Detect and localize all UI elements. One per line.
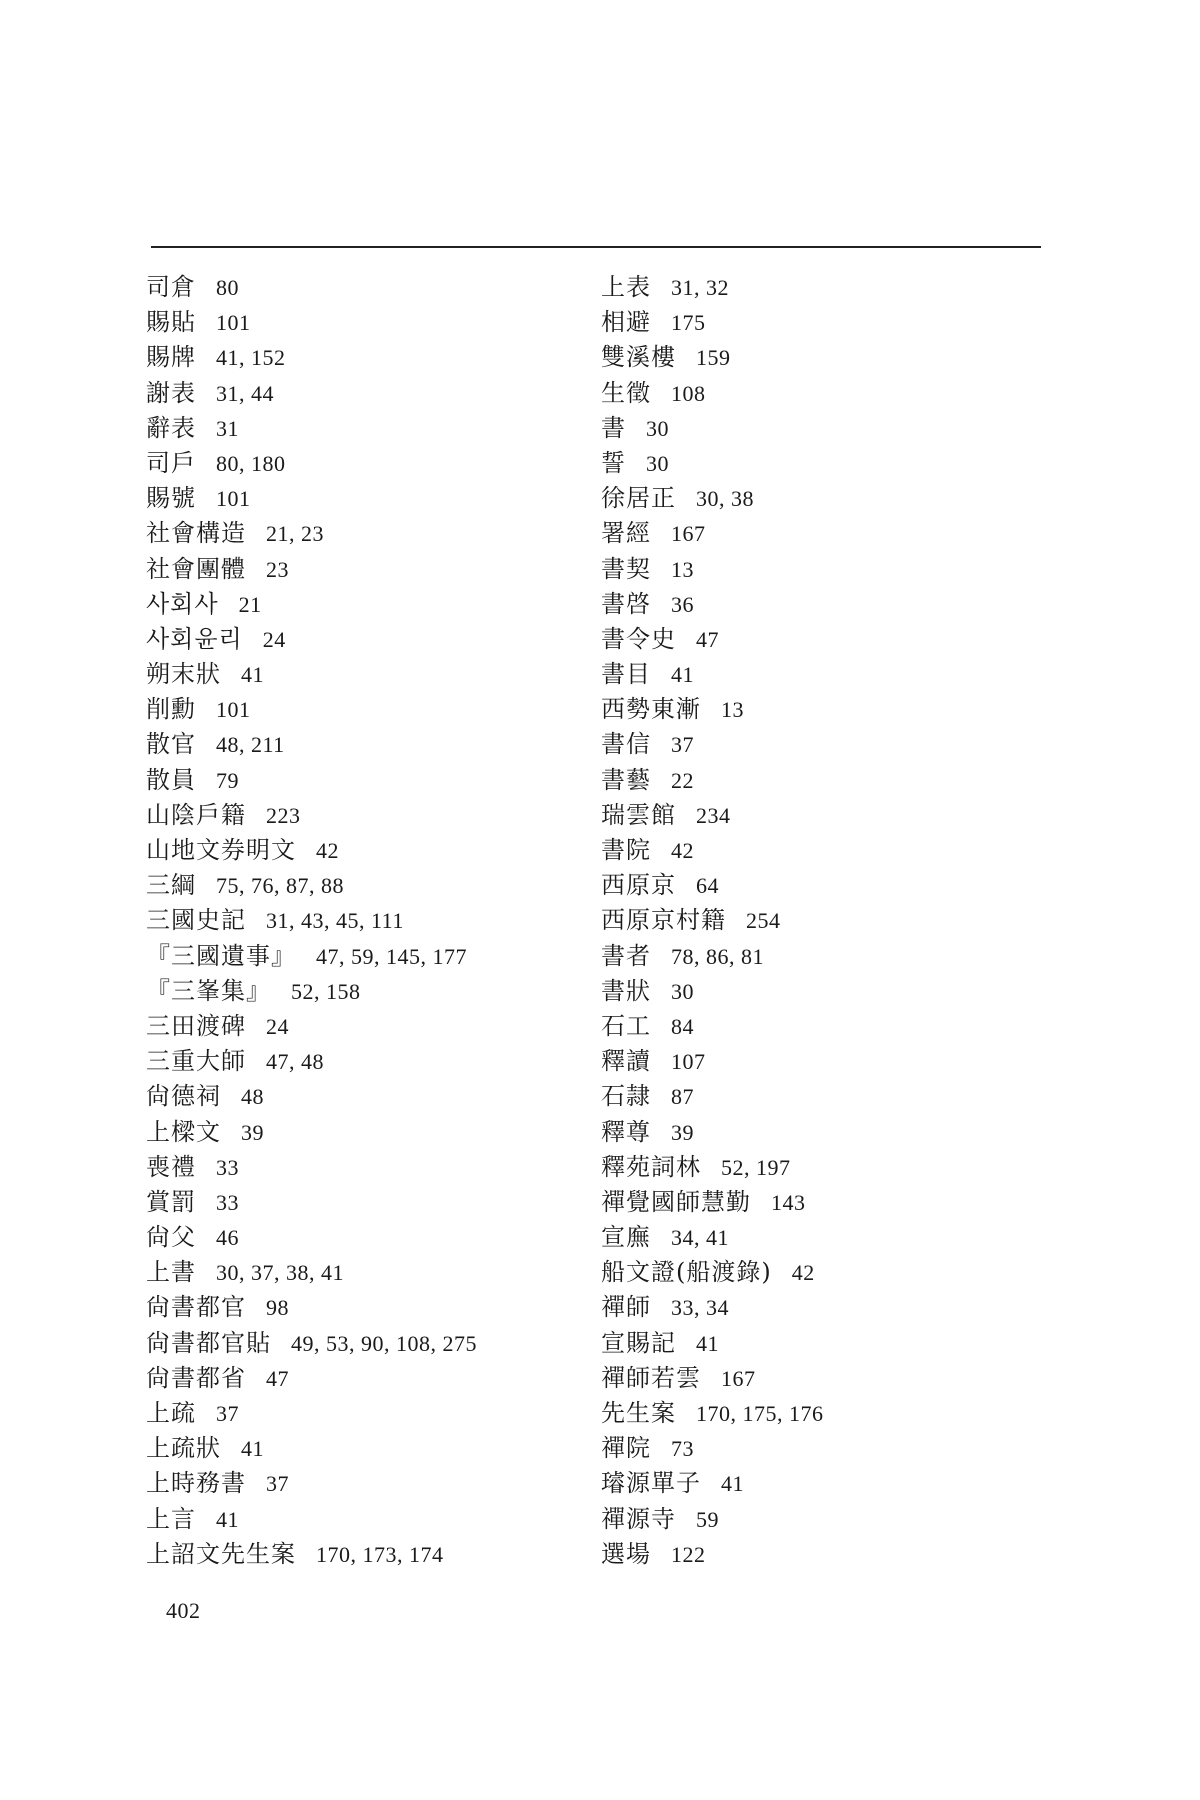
index-page-refs: 41 bbox=[721, 1471, 744, 1497]
index-term: 誓 bbox=[601, 448, 626, 477]
index-term: 書狀 bbox=[601, 976, 651, 1005]
index-term: 사회사 bbox=[146, 589, 219, 618]
index-page-refs: 143 bbox=[771, 1189, 806, 1215]
index-entry bbox=[146, 1361, 616, 1396]
index-term: 削勳 bbox=[146, 695, 196, 724]
index-entry bbox=[601, 1361, 1071, 1396]
index-term: 西原京 bbox=[601, 871, 676, 900]
index-entry bbox=[146, 1220, 616, 1255]
index-entry bbox=[146, 411, 616, 446]
index-entry bbox=[146, 833, 616, 868]
index-entry bbox=[146, 552, 616, 587]
index-column-left bbox=[146, 270, 616, 1572]
index-term: 尙書都省 bbox=[146, 1363, 246, 1392]
index-page-refs: 47, 48 bbox=[266, 1049, 324, 1075]
index-page-refs: 41 bbox=[671, 662, 694, 688]
index-page-refs: 30 bbox=[646, 450, 669, 476]
index-page-refs: 42 bbox=[791, 1260, 815, 1286]
index-page-refs: 159 bbox=[696, 345, 731, 371]
index-page-refs: 37 bbox=[671, 732, 694, 758]
index-term: 社會構造 bbox=[146, 519, 246, 548]
index-page-refs: 13 bbox=[671, 556, 694, 582]
index-entry bbox=[146, 481, 616, 516]
index-term: 喪禮 bbox=[146, 1152, 196, 1181]
index-page-refs: 64 bbox=[696, 873, 719, 899]
index-entry bbox=[601, 798, 1071, 833]
index-page-refs: 41, 152 bbox=[216, 345, 286, 371]
index-term: 書信 bbox=[601, 730, 651, 759]
index-term: 書啓 bbox=[601, 589, 651, 618]
index-page-refs: 47 bbox=[266, 1365, 289, 1391]
index-term: 司戶 bbox=[146, 448, 196, 477]
index-entry bbox=[146, 868, 616, 903]
index-entry bbox=[146, 1502, 616, 1537]
index-term: 賜牌 bbox=[146, 343, 196, 372]
index-page-refs: 41 bbox=[216, 1506, 239, 1532]
index-entry bbox=[601, 340, 1071, 375]
index-entry bbox=[146, 692, 616, 727]
index-term: 上表 bbox=[601, 273, 651, 301]
index-page-refs: 59 bbox=[696, 1506, 719, 1532]
index-page-refs: 39 bbox=[671, 1119, 694, 1145]
index-entry bbox=[146, 587, 616, 622]
index-entry bbox=[601, 1115, 1071, 1150]
index-term: 書令史 bbox=[601, 624, 676, 653]
index-page-refs: 80, 180 bbox=[216, 450, 286, 476]
index-term: 禪覺國師慧勤 bbox=[601, 1187, 751, 1216]
index-entry bbox=[601, 692, 1071, 727]
index-column-right bbox=[601, 270, 1071, 1572]
index-term: 書院 bbox=[601, 836, 651, 864]
index-page-refs: 31, 43, 45, 111 bbox=[266, 908, 404, 934]
index-term: 西勢東漸 bbox=[601, 695, 701, 724]
index-term: 釋尊 bbox=[601, 1117, 651, 1146]
index-page-refs: 48 bbox=[241, 1084, 264, 1110]
index-term: 上時務書 bbox=[146, 1469, 246, 1498]
index-term: 書契 bbox=[601, 554, 651, 583]
index-term: 釋苑詞林 bbox=[601, 1152, 701, 1181]
index-term: 相避 bbox=[601, 308, 651, 337]
index-entry bbox=[601, 1044, 1071, 1079]
index-term: 上疏狀 bbox=[146, 1434, 221, 1463]
index-page-refs: 167 bbox=[721, 1365, 756, 1391]
index-page-refs: 78, 86, 81 bbox=[671, 943, 764, 969]
index-term: 朔末狀 bbox=[146, 660, 221, 689]
index-term: 徐居正 bbox=[601, 484, 676, 513]
index-page-refs: 21, 23 bbox=[266, 521, 324, 547]
index-entry bbox=[601, 974, 1071, 1009]
index-entry bbox=[146, 903, 616, 938]
index-entry bbox=[601, 270, 1071, 305]
index-term: 司倉 bbox=[146, 273, 196, 301]
index-entry bbox=[146, 1150, 616, 1185]
index-page-refs: 73 bbox=[671, 1436, 694, 1462]
index-entry bbox=[601, 1502, 1071, 1537]
index-entry bbox=[146, 939, 616, 974]
index-entry bbox=[601, 1537, 1071, 1572]
index-page-refs: 101 bbox=[216, 310, 251, 336]
page-number: 402 bbox=[166, 1598, 201, 1623]
index-page-refs: 49, 53, 90, 108, 275 bbox=[291, 1330, 477, 1356]
index-page-refs: 37 bbox=[266, 1471, 289, 1497]
index-entry bbox=[601, 1255, 1071, 1290]
index-term: 上詔文先生案 bbox=[146, 1539, 296, 1568]
index-entry bbox=[601, 411, 1071, 446]
header-rule bbox=[151, 246, 1041, 248]
index-term: 書者 bbox=[601, 941, 651, 970]
index-entry bbox=[146, 270, 616, 305]
index-page-refs: 42 bbox=[671, 838, 694, 863]
index-entry bbox=[601, 587, 1071, 622]
index-page-refs: 36 bbox=[671, 591, 694, 617]
index-page-refs: 234 bbox=[696, 802, 731, 828]
index-page-refs: 24 bbox=[262, 626, 286, 652]
index-page-refs: 87 bbox=[671, 1084, 694, 1110]
index-page-refs: 31, 44 bbox=[216, 380, 274, 406]
index-page-refs: 101 bbox=[216, 697, 251, 723]
index-term: 社會團體 bbox=[146, 554, 246, 583]
index-page-refs: 79 bbox=[216, 767, 239, 793]
index-page-refs: 254 bbox=[746, 908, 781, 934]
index-entry bbox=[146, 1396, 616, 1431]
index-term: 瑞雲館 bbox=[601, 800, 676, 829]
index-term: 禪師若雲 bbox=[601, 1363, 701, 1392]
index-entry bbox=[146, 1466, 616, 1501]
index-term: 上樑文 bbox=[146, 1117, 221, 1146]
index-entry bbox=[146, 376, 616, 411]
index-entry bbox=[601, 1290, 1071, 1325]
index-page-refs: 101 bbox=[216, 486, 251, 512]
index-term: 『三峯集』 bbox=[146, 976, 271, 1005]
index-page-refs: 30, 37, 38, 41 bbox=[216, 1260, 344, 1286]
index-term: 先生案 bbox=[601, 1399, 676, 1427]
index-entry bbox=[146, 798, 616, 833]
index-term: 上書 bbox=[146, 1258, 196, 1287]
index-term: 上言 bbox=[146, 1504, 196, 1533]
index-entry bbox=[146, 622, 616, 657]
index-term: 署經 bbox=[601, 519, 651, 548]
index-entry bbox=[146, 305, 616, 340]
index-entry bbox=[601, 1079, 1071, 1114]
index-term: 『三國遺事』 bbox=[146, 941, 296, 970]
index-entry bbox=[146, 1115, 616, 1150]
index-entry bbox=[601, 727, 1071, 762]
index-entry bbox=[146, 763, 616, 798]
index-entry bbox=[601, 1326, 1071, 1361]
index-term: 散官 bbox=[146, 730, 196, 759]
index-term: 禪師 bbox=[601, 1293, 651, 1322]
index-entry bbox=[601, 939, 1071, 974]
index-term: 西原京村籍 bbox=[601, 906, 726, 935]
index-entry bbox=[601, 657, 1071, 692]
index-entry bbox=[601, 305, 1071, 340]
index-page-refs: 41 bbox=[696, 1330, 719, 1356]
index-entry bbox=[601, 833, 1071, 868]
index-entry bbox=[601, 903, 1071, 938]
index-page-refs: 167 bbox=[671, 521, 706, 547]
index-entry bbox=[146, 1290, 616, 1325]
index-entry bbox=[146, 1009, 616, 1044]
index-page-refs: 13 bbox=[721, 697, 744, 723]
index-entry bbox=[146, 657, 616, 692]
index-page-refs: 80 bbox=[216, 275, 239, 300]
index-entry bbox=[601, 1431, 1071, 1466]
index-page-refs: 34, 41 bbox=[671, 1225, 729, 1251]
index-page-refs: 22 bbox=[671, 767, 694, 793]
index-page-refs: 52, 197 bbox=[721, 1154, 791, 1180]
index-entry bbox=[601, 622, 1071, 657]
index-term: 三重大師 bbox=[146, 1047, 246, 1076]
index-page-refs: 23 bbox=[266, 556, 289, 582]
index-page-refs: 21 bbox=[238, 591, 262, 617]
index-page-refs: 48, 211 bbox=[216, 732, 285, 758]
index-term: 宣廡 bbox=[601, 1223, 651, 1252]
index-page-refs: 41 bbox=[241, 662, 264, 688]
index-page-refs: 223 bbox=[266, 802, 301, 828]
index-page-refs: 98 bbox=[266, 1295, 289, 1321]
index-term: 書目 bbox=[601, 660, 651, 689]
index-entry bbox=[146, 516, 616, 551]
index-page-refs: 24 bbox=[266, 1013, 289, 1039]
index-term: 生徵 bbox=[601, 378, 651, 407]
index-page-refs: 30 bbox=[646, 415, 669, 441]
index-term: 船文證(船渡錄) bbox=[601, 1258, 772, 1287]
index-entry bbox=[601, 552, 1071, 587]
index-term: 尙父 bbox=[146, 1223, 196, 1252]
index-term: 山地文券明文 bbox=[146, 836, 296, 864]
index-term: 辭表 bbox=[146, 413, 196, 442]
index-term: 禪源寺 bbox=[601, 1504, 676, 1533]
index-term: 尙書都官 bbox=[146, 1293, 246, 1322]
index-entry bbox=[601, 516, 1071, 551]
index-page-refs: 108 bbox=[671, 380, 706, 406]
index-page-refs: 33 bbox=[216, 1154, 239, 1180]
index-page-refs: 107 bbox=[671, 1049, 706, 1075]
index-page-refs: 31 bbox=[216, 415, 239, 441]
index-term: 選場 bbox=[601, 1539, 651, 1568]
index-term: 山陰戶籍 bbox=[146, 800, 246, 829]
index-page-refs: 47, 59, 145, 177 bbox=[316, 943, 467, 969]
index-page-refs: 33 bbox=[216, 1189, 239, 1215]
index-page-refs: 42 bbox=[316, 838, 339, 863]
index-term: 宣賜記 bbox=[601, 1328, 676, 1357]
index-entry bbox=[601, 763, 1071, 798]
index-page-refs: 37 bbox=[216, 1401, 239, 1426]
index-entry bbox=[146, 727, 616, 762]
index-entry bbox=[146, 1044, 616, 1079]
index-page-refs: 30 bbox=[671, 978, 694, 1004]
index-term: 石工 bbox=[601, 1011, 651, 1040]
index-term: 三國史記 bbox=[146, 906, 246, 935]
index-entry bbox=[601, 1220, 1071, 1255]
index-page-refs: 170, 173, 174 bbox=[316, 1541, 444, 1567]
index-entry bbox=[601, 1150, 1071, 1185]
index-entry bbox=[601, 1466, 1071, 1501]
index-entry bbox=[601, 481, 1071, 516]
index-page-refs: 175 bbox=[671, 310, 706, 336]
index-page-refs: 33, 34 bbox=[671, 1295, 729, 1321]
index-term: 璿源單子 bbox=[601, 1469, 701, 1498]
index-term: 尙書都官貼 bbox=[146, 1328, 271, 1357]
index-entry bbox=[146, 446, 616, 481]
index-entry bbox=[601, 1396, 1071, 1431]
index-entry bbox=[146, 1185, 616, 1220]
index-page-refs: 31, 32 bbox=[671, 275, 729, 300]
index-entry bbox=[146, 1537, 616, 1572]
index-term: 書 bbox=[601, 413, 626, 442]
index-term: 雙溪樓 bbox=[601, 343, 676, 372]
index-term: 賞罰 bbox=[146, 1187, 196, 1216]
index-page-refs: 39 bbox=[241, 1119, 264, 1145]
index-page-refs: 47 bbox=[696, 626, 719, 652]
index-entry bbox=[601, 376, 1071, 411]
index-entry bbox=[146, 1326, 616, 1361]
index-term: 賜貼 bbox=[146, 308, 196, 337]
index-page-refs: 75, 76, 87, 88 bbox=[216, 873, 344, 899]
index-term: 謝表 bbox=[146, 378, 196, 407]
index-term: 石隷 bbox=[601, 1082, 651, 1111]
index-term: 上疏 bbox=[146, 1399, 196, 1427]
index-page-refs: 46 bbox=[216, 1225, 239, 1251]
index-entry bbox=[146, 340, 616, 375]
index-page-refs: 52, 158 bbox=[291, 978, 361, 1004]
index-entry bbox=[146, 1431, 616, 1466]
index-term: 三綱 bbox=[146, 871, 196, 900]
index-entry bbox=[146, 974, 616, 1009]
index-entry bbox=[601, 1009, 1071, 1044]
index-page-refs: 30, 38 bbox=[696, 486, 754, 512]
index-term: 三田渡碑 bbox=[146, 1011, 246, 1040]
index-entry bbox=[601, 446, 1071, 481]
index-term: 尙德祠 bbox=[146, 1082, 221, 1111]
index-entry bbox=[146, 1255, 616, 1290]
index-term: 散員 bbox=[146, 765, 196, 794]
index-page-refs: 122 bbox=[671, 1541, 706, 1567]
index-entry bbox=[146, 1079, 616, 1114]
index-term: 禪院 bbox=[601, 1434, 651, 1463]
index-entry bbox=[601, 868, 1071, 903]
index-term: 釋讀 bbox=[601, 1047, 651, 1076]
index-page-refs: 170, 175, 176 bbox=[696, 1401, 824, 1426]
index-term: 賜號 bbox=[146, 484, 196, 513]
index-page-refs: 84 bbox=[671, 1013, 694, 1039]
index-term: 사회윤리 bbox=[146, 624, 243, 653]
index-term: 書藝 bbox=[601, 765, 651, 794]
index-entry bbox=[601, 1185, 1071, 1220]
index-page-refs: 41 bbox=[241, 1436, 264, 1462]
